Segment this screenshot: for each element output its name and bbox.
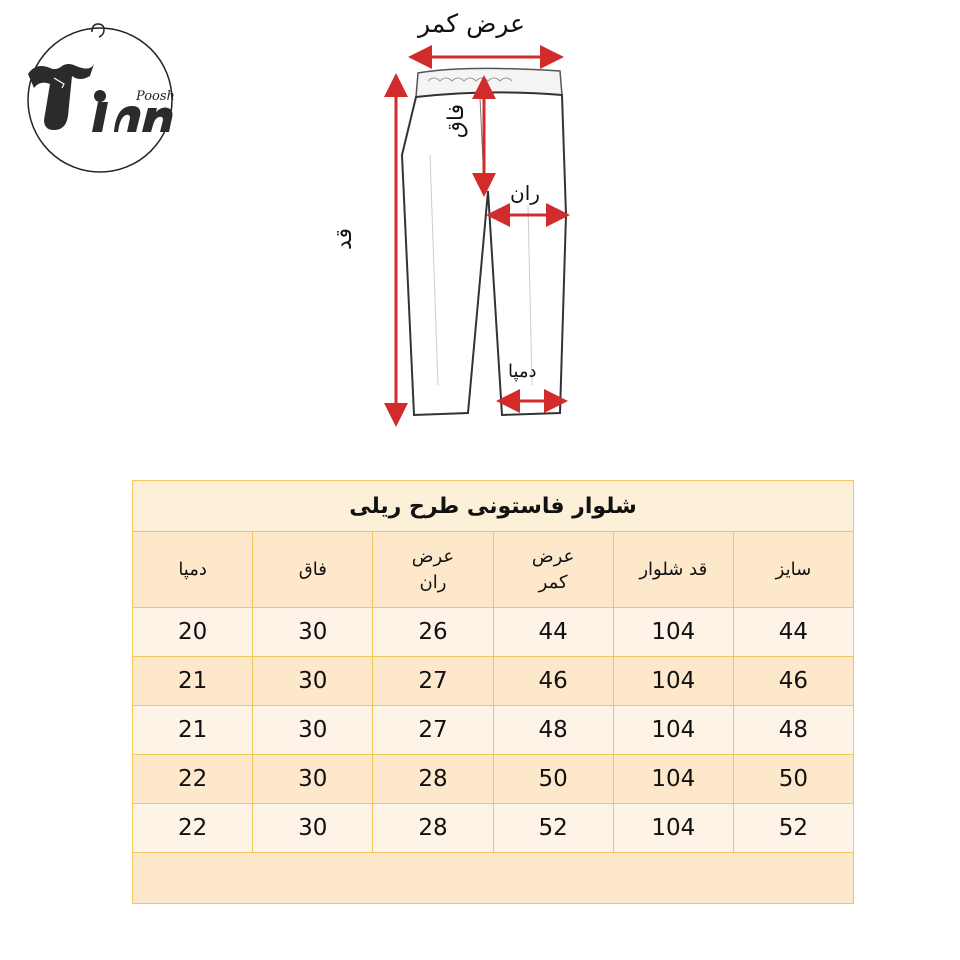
cell-hem: 20 [133,608,253,657]
cell-size: 50 [733,755,853,804]
cell-length: 104 [613,804,733,853]
cell-rise: 30 [253,608,373,657]
cell-waist: 48 [493,706,613,755]
cell-size: 46 [733,657,853,706]
cell-thigh: 28 [373,755,493,804]
cell-waist: 52 [493,804,613,853]
table-footer-row [133,853,854,904]
waist-label: عرض کمر [418,9,526,38]
length-label: قد [332,227,358,251]
cell-length: 104 [613,755,733,804]
table-header-row [133,532,854,608]
cell-length: 104 [613,608,733,657]
header-rise: فاق [253,532,373,608]
cell-hem: 22 [133,755,253,804]
table-row [133,657,854,706]
table-row [133,706,854,755]
pants-measurement-diagram [330,5,590,435]
thigh-label: ران [510,181,540,205]
cell-thigh: 27 [373,706,493,755]
table-row [133,804,854,853]
cell-size: 52 [733,804,853,853]
table-row [133,608,854,657]
hanger-dress-logo-icon [18,12,183,177]
cell-rise: 30 [253,755,373,804]
header-length: قد شلوار [613,532,733,608]
logo-subbrand: Poosh [136,89,175,104]
size-chart-table [132,480,854,904]
header-waist-text: عرض کمر [531,545,575,593]
cell-hem: 21 [133,706,253,755]
table-title: شلوار فاستونی طرح ریلی [133,481,854,532]
cell-thigh: 26 [373,608,493,657]
header-thigh [373,532,493,608]
table-footer [133,853,854,904]
cell-thigh: 27 [373,657,493,706]
cell-waist: 50 [493,755,613,804]
hem-label: دمپا [508,361,537,382]
header-waist [493,532,613,608]
cell-rise: 30 [253,657,373,706]
cell-hem: 22 [133,804,253,853]
table-row [133,755,854,804]
header-thigh-text: عرض ران [411,545,455,593]
cell-size: 44 [733,608,853,657]
rise-label: فاق [444,103,470,139]
cell-hem: 21 [133,657,253,706]
cell-waist: 44 [493,608,613,657]
brand-logo [18,12,183,177]
cell-rise: 30 [253,706,373,755]
cell-rise: 30 [253,804,373,853]
cell-waist: 46 [493,657,613,706]
header-size: سایز [733,532,853,608]
cell-length: 104 [613,706,733,755]
cell-length: 104 [613,657,733,706]
cell-thigh: 28 [373,804,493,853]
cell-size: 48 [733,706,853,755]
header-hem: دمپا [133,532,253,608]
pants-outline-icon [330,5,590,435]
